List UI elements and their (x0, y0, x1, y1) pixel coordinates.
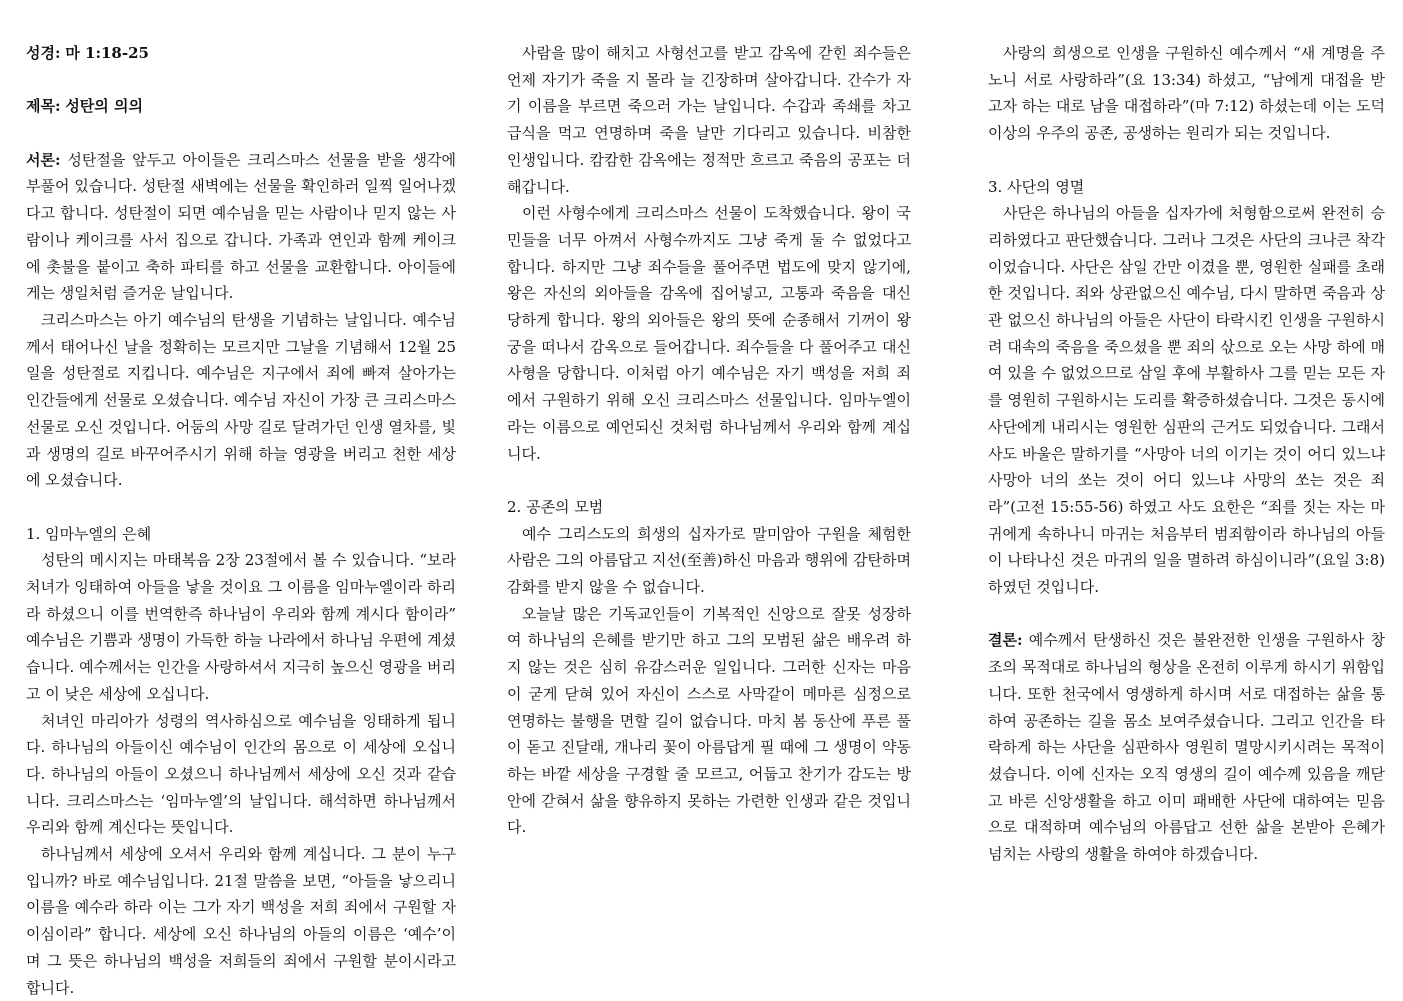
scripture-label: 성경: (26, 44, 61, 62)
section-3-paragraph-1: 사단은 하나님의 아들을 십자가에 처형함으로써 완전히 승리하였다고 판단했습니다. 그러나 그것은 사단의 크나큰 착각이었습니다. 사단은 삼일 간만 이겼을 뿐, 영원한 실패를 초래한 것입니다. 죄와 상관없으신 예수님, 다시 말하면 죽음과 상관 없으신 하나님의 아들은 사단이 타락시킨 인생을 구원하시려 대속의 죽음을 죽으셨을 뿐 죄의 삯으로 오는 사망 하에 매여 있을 수 없었으므로 삼일 후에 부활하사 그를 믿는 모든 자를 영원히 구원하시는 도리를 확증하셨습니다. 그것은 동시에 사단에게 내리시는 영원한 심판의 근거도 되었습니다. 그래서 사도 바울은 말하기를 “사망아 너의 이기는 것이 어디 있느냐 사망아 너의 쏘는 것이 어디 있느냐 사망의 쏘는 것은 죄라”(고전 15:55-56) 하였고 사도 요한은 “죄를 짓는 자는 마귀에게 속하나니 마귀는 처음부터 범죄함이라 하나님의 아들이 나타나신 것은 마귀의 일을 멸하려 하심이니라”(요일 3:8) 하였던 것입니다. (988, 204, 1385, 597)
column-3 (988, 40, 1385, 868)
intro-paragraph-2: 크리스마스는 아기 예수님의 탄생을 기념하는 날입니다. 예수님께서 태어나신 날을 정확히는 모르지만 그날을 기념해서 12월 25일을 성탄절로 지킵니다. 예수님은 지구에서 죄에 빠져 살아가는 인간들에게 선물로 오셨습니다. 예수님 자신이 가장 큰 크리스마스 선물로 오신 것입니다. 어둠의 사망 길로 달려가던 인생 열차를, 빛과 생명의 길로 바꾸어주시기 위해 하늘 영광을 버리고 천한 세상에 오셨습니다. (26, 311, 456, 490)
title-label: 제목: (26, 97, 61, 116)
section-2-paragraph-2: 오늘날 많은 기독교인들이 기복적인 신앙으로 잘못 성장하여 하나님의 은혜를 받기만 하고 그의 모범된 삶은 배우려 하지 않는 것은 심히 유감스러운 일입니다. 그러한 신자는 마음이 굳게 닫혀 있어 자신이 스스로 사막같이 메마른 심정으로 연명하는 불행을 면할 길이 없습니다. 마치 봄 동산에 푸른 풀이 돋고 진달래, 개나리 꽃이 아름답게 필 때에 그 생명이 약동하는 바깥 세상을 구경할 줄 모르고, 어둡고 찬기가 감도는 방안에 갇혀서 삶을 향유하지 못하는 가련한 인생과 같은 것입니다. (507, 604, 911, 837)
scripture-value: 마 1:18-25 (65, 44, 149, 62)
column-1 (26, 40, 456, 1001)
title-line (26, 93, 456, 120)
section-2-paragraph-1: 예수 그리스도의 희생의 십자가로 말미암아 구원을 체험한 사람은 그의 아름답고 지선(至善)하신 마음과 행위에 감탄하며 감화를 받지 않을 수 없습니다. (507, 524, 911, 597)
intro-text-1: 성탄절을 앞두고 아이들은 크리스마스 선물을 받을 생각에 부풀어 있습니다. 성탄절 새벽에는 선물을 확인하러 일찍 일어나겠다고 합니다. 성탄절이 되면 예수님을 믿는 사람이나 믿지 않는 사람이나 케이크를 사서 집으로 갑니다. 가족과 연인과 함께 케이크에 촛불을 붙이고 축하 파티를 하고 선물을 교환합니다. 아이들에게는 생일처럼 즐거운 날입니다. (26, 150, 456, 303)
intro-paragraph-1 (26, 147, 456, 307)
section-1-paragraph-1: 성탄의 메시지는 마태복음 2장 23절에서 볼 수 있습니다. “보라 처녀가 잉태하여 아들을 낳을 것이요 그 이름을 임마누엘이라 하리라 하셨으니 이를 번역한즉 하나님이 우리와 함께 계시다 함이라” 예수님은 기쁨과 생명이 가득한 하늘 나라에서 하나님 우편에 계셨습니다. 예수께서는 인간을 사랑하셔서 지극히 높으신 영광을 버리고 이 낮은 세상에 오십니다. (26, 551, 456, 703)
section-1-paragraph-2: 처녀인 마리아가 성령의 역사하심으로 예수님을 잉태하게 됩니다. 하나님의 아들이신 예수님이 인간의 몸으로 이 세상에 오십니다. 하나님의 아들이 오셨으니 하나님께서 세상에 오신 것과 같습니다. 크리스마스는 ‘임마누엘’의 날입니다. 해석하면 하나님께서 우리와 함께 계신다는 뜻입니다. (26, 711, 456, 837)
section-2-paragraph-3: 사랑의 희생으로 인생을 구원하신 예수께서 “새 계명을 주노니 서로 사랑하라”(요 13:34) 하셨고, “남에게 대접을 받고자 하는 대로 남을 대접하라”(마 7:12) 하셨는데 이는 도덕 이상의 우주의 공존, 공생하는 원리가 되는 것입니다. (988, 44, 1385, 143)
section-1-paragraph-4: 사람을 많이 해치고 사형선고를 받고 감옥에 갇힌 죄수들은 언제 자기가 죽을 지 몰라 늘 긴장하며 살아갑니다. 간수가 자기 이름을 부르면 죽으러 가는 날입니다. 수갑과 족쇄를 차고 급식을 먹고 연명하며 죽을 날만 기다리고 있습니다. 비참한 인생입니다. 캄캄한 감옥에는 정적만 흐르고 죽음의 공포는 더해갑니다. (507, 44, 911, 196)
conclusion-label: 결론: (988, 631, 1023, 650)
section-1-heading: 1. 임마누엘의 은혜 (26, 524, 152, 543)
section-1-paragraph-3: 하나님께서 세상에 오셔서 우리와 함께 계십니다. 그 분이 누구입니까? 바로 예수님입니다. 21절 말씀을 보면, “아들을 낳으리니 이름을 예수라 하라 이는 그가 자기 백성을 저희 죄에서 구원할 자이심이라” 합니다. 세상에 오신 하나님의 아들의 이름은 ‘예수’이며 그 뜻은 하나님의 백성을 저희들의 죄에서 구원할 분이시라고 합니다. (26, 845, 456, 997)
conclusion-paragraph (988, 627, 1385, 867)
section-3-heading: 3. 사단의 영멸 (988, 177, 1085, 196)
conclusion-text: 예수께서 탄생하신 것은 불완전한 인생을 구원하사 창조의 목적대로 하나님의 형상을 온전히 이루게 하시기 위함입니다. 또한 천국에서 영생하게 하시며 서로 대접하는 삶을 통하여 공존하는 길을 몸소 보여주셨습니다. 그리고 인간을 타락하게 하는 사단을 심판하사 영원히 멸망시키시려는 목적이셨습니다. 이에 신자는 오직 영생의 길이 예수께 있음을 깨닫고 바른 신앙생활을 하고 이미 패배한 사단에 대하여는 믿음으로 대적하며 예수님의 아름답고 선한 삶을 본받아 은혜가 넘치는 사랑의 생활을 하여야 하겠습니다. (988, 631, 1385, 864)
section-1-paragraph-5: 이런 사형수에게 크리스마스 선물이 도착했습니다. 왕이 국민들을 너무 아껴서 사형수까지도 그냥 죽게 둘 수 없었다고 합니다. 하지만 그냥 죄수들을 풀어주면 법도에 맞지 않기에, 왕은 자신의 외아들을 감옥에 집어넣고, 고통과 죽음을 대신 당하게 합니다. 왕의 외아들은 왕의 뜻에 순종해서 기꺼이 왕궁을 떠나서 감옥으로 들어갑니다. 죄수들을 다 풀어주고 대신 사형을 당합니다. 이처럼 아기 예수님은 자기 백성을 저희 죄에서 구원하기 위해 오신 크리스마스 선물입니다. 임마누엘이라는 이름으로 예언되신 것처럼 하나님께서 우리와 함께 계십니다. (507, 204, 911, 463)
scripture-line (26, 40, 456, 67)
column-2 (507, 40, 911, 841)
title-value: 성탄의 의의 (65, 97, 143, 116)
intro-label: 서론: (26, 150, 61, 169)
section-2-heading: 2. 공존의 모범 (507, 497, 604, 516)
